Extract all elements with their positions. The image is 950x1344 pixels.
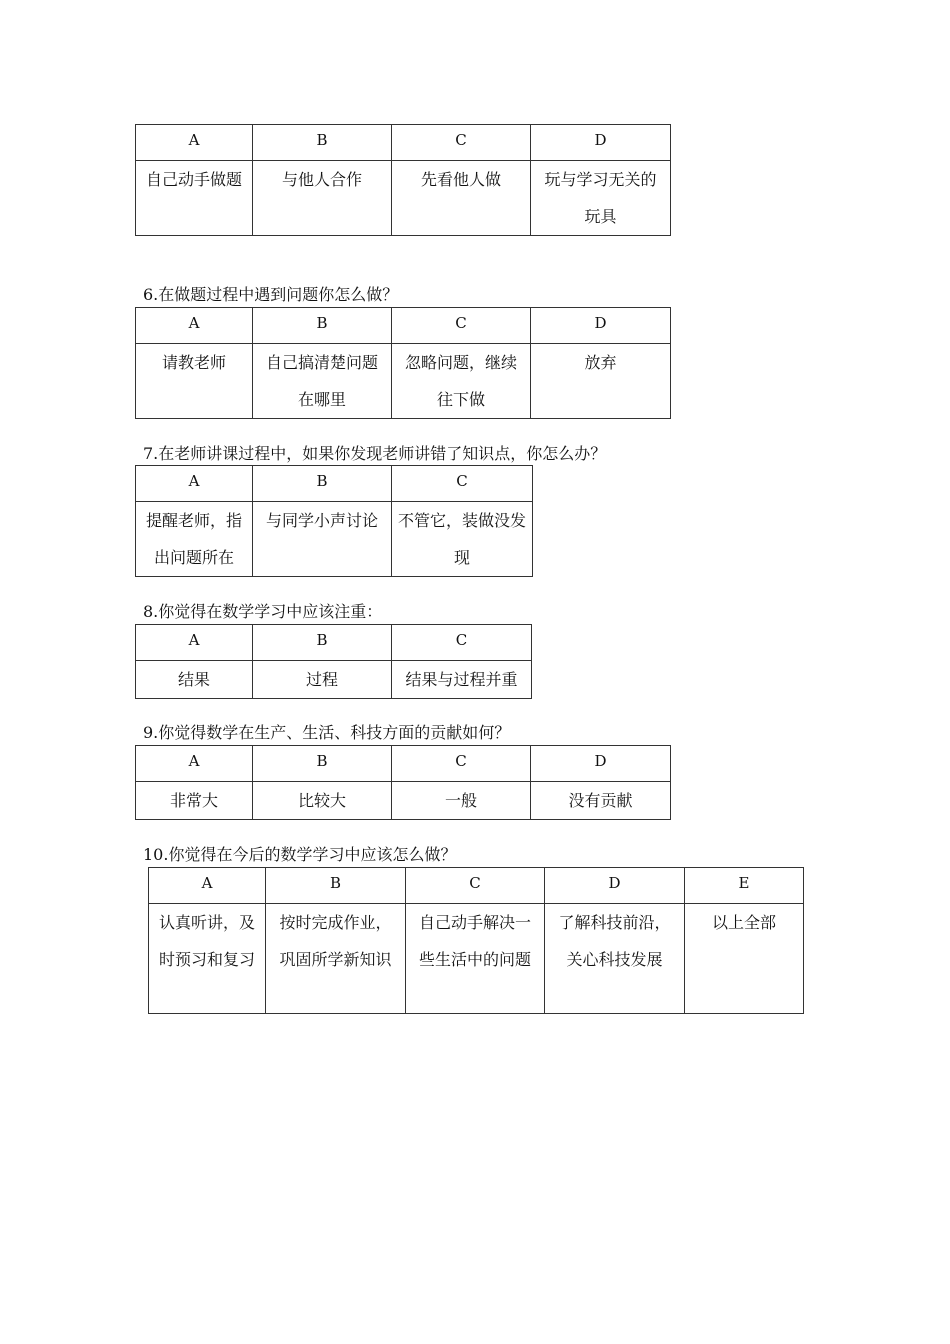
option-text: 与同学小声讨论 bbox=[253, 502, 392, 577]
option-text: 忽略问题，继续往下做 bbox=[392, 344, 531, 419]
option-text: 提醒老师，指出问题所在 bbox=[136, 502, 253, 577]
option-letter: B bbox=[253, 125, 392, 161]
option-text: 与他人合作 bbox=[253, 161, 392, 236]
option-text: 请教老师 bbox=[136, 344, 253, 419]
question-5-options-table bbox=[135, 124, 671, 236]
option-text: 过程 bbox=[253, 661, 392, 699]
option-text: 非常大 bbox=[136, 782, 253, 820]
option-text: 结果与过程并重 bbox=[392, 661, 532, 699]
option-letter: C bbox=[406, 868, 545, 904]
option-letter: B bbox=[253, 466, 392, 502]
option-letter: D bbox=[531, 308, 671, 344]
option-letter: A bbox=[136, 746, 253, 782]
option-text: 玩与学习无关的玩具 bbox=[531, 161, 671, 236]
option-letter: A bbox=[136, 125, 253, 161]
option-text: 自己动手解决一些生活中的问题 bbox=[406, 904, 545, 1014]
question-9-title: 9.你觉得数学在生产、生活、科技方面的贡献如何？ bbox=[143, 723, 511, 742]
question-7-title: 7.在老师讲课过程中，如果你发现老师讲错了知识点，你怎么办？ bbox=[143, 444, 607, 463]
option-letter: C bbox=[392, 466, 533, 502]
option-text: 不管它，装做没发现 bbox=[392, 502, 533, 577]
option-letter: D bbox=[531, 125, 671, 161]
question-8-options-table bbox=[135, 624, 532, 699]
option-text: 先看他人做 bbox=[392, 161, 531, 236]
option-letter: A bbox=[136, 625, 253, 661]
option-letter: C bbox=[392, 746, 531, 782]
option-letter: B bbox=[266, 868, 406, 904]
option-letter: C bbox=[392, 308, 531, 344]
option-text: 按时完成作业，巩固所学新知识 bbox=[266, 904, 406, 1014]
option-text: 结果 bbox=[136, 661, 253, 699]
question-6-options-table bbox=[135, 307, 671, 419]
option-text: 没有贡献 bbox=[531, 782, 671, 820]
option-letter: A bbox=[149, 868, 266, 904]
option-text: 放弃 bbox=[531, 344, 671, 419]
option-text: 一般 bbox=[392, 782, 531, 820]
question-8-title: 8.你觉得在数学学习中应该注重： bbox=[143, 602, 383, 621]
option-letter: E bbox=[685, 868, 804, 904]
question-9-options-table bbox=[135, 745, 671, 820]
option-text: 自己搞清楚问题在哪里 bbox=[253, 344, 392, 419]
option-letter: D bbox=[545, 868, 685, 904]
question-10-title: 10.你觉得在今后的数学学习中应该怎么做？ bbox=[143, 845, 457, 864]
option-text: 比较大 bbox=[253, 782, 392, 820]
question-7-options-table bbox=[135, 465, 533, 577]
option-letter: C bbox=[392, 125, 531, 161]
question-10-options-table bbox=[148, 867, 804, 1014]
option-letter: B bbox=[253, 746, 392, 782]
option-text: 了解科技前沿，关心科技发展 bbox=[545, 904, 685, 1014]
option-letter: A bbox=[136, 466, 253, 502]
option-text: 以上全部 bbox=[685, 904, 804, 1014]
option-text: 认真听讲，及时预习和复习 bbox=[149, 904, 266, 1014]
option-letter: D bbox=[531, 746, 671, 782]
option-letter: B bbox=[253, 625, 392, 661]
option-letter: B bbox=[253, 308, 392, 344]
option-text: 自己动手做题 bbox=[136, 161, 253, 236]
option-letter: A bbox=[136, 308, 253, 344]
option-letter: C bbox=[392, 625, 532, 661]
question-6-title: 6.在做题过程中遇到问题你怎么做？ bbox=[143, 285, 399, 304]
